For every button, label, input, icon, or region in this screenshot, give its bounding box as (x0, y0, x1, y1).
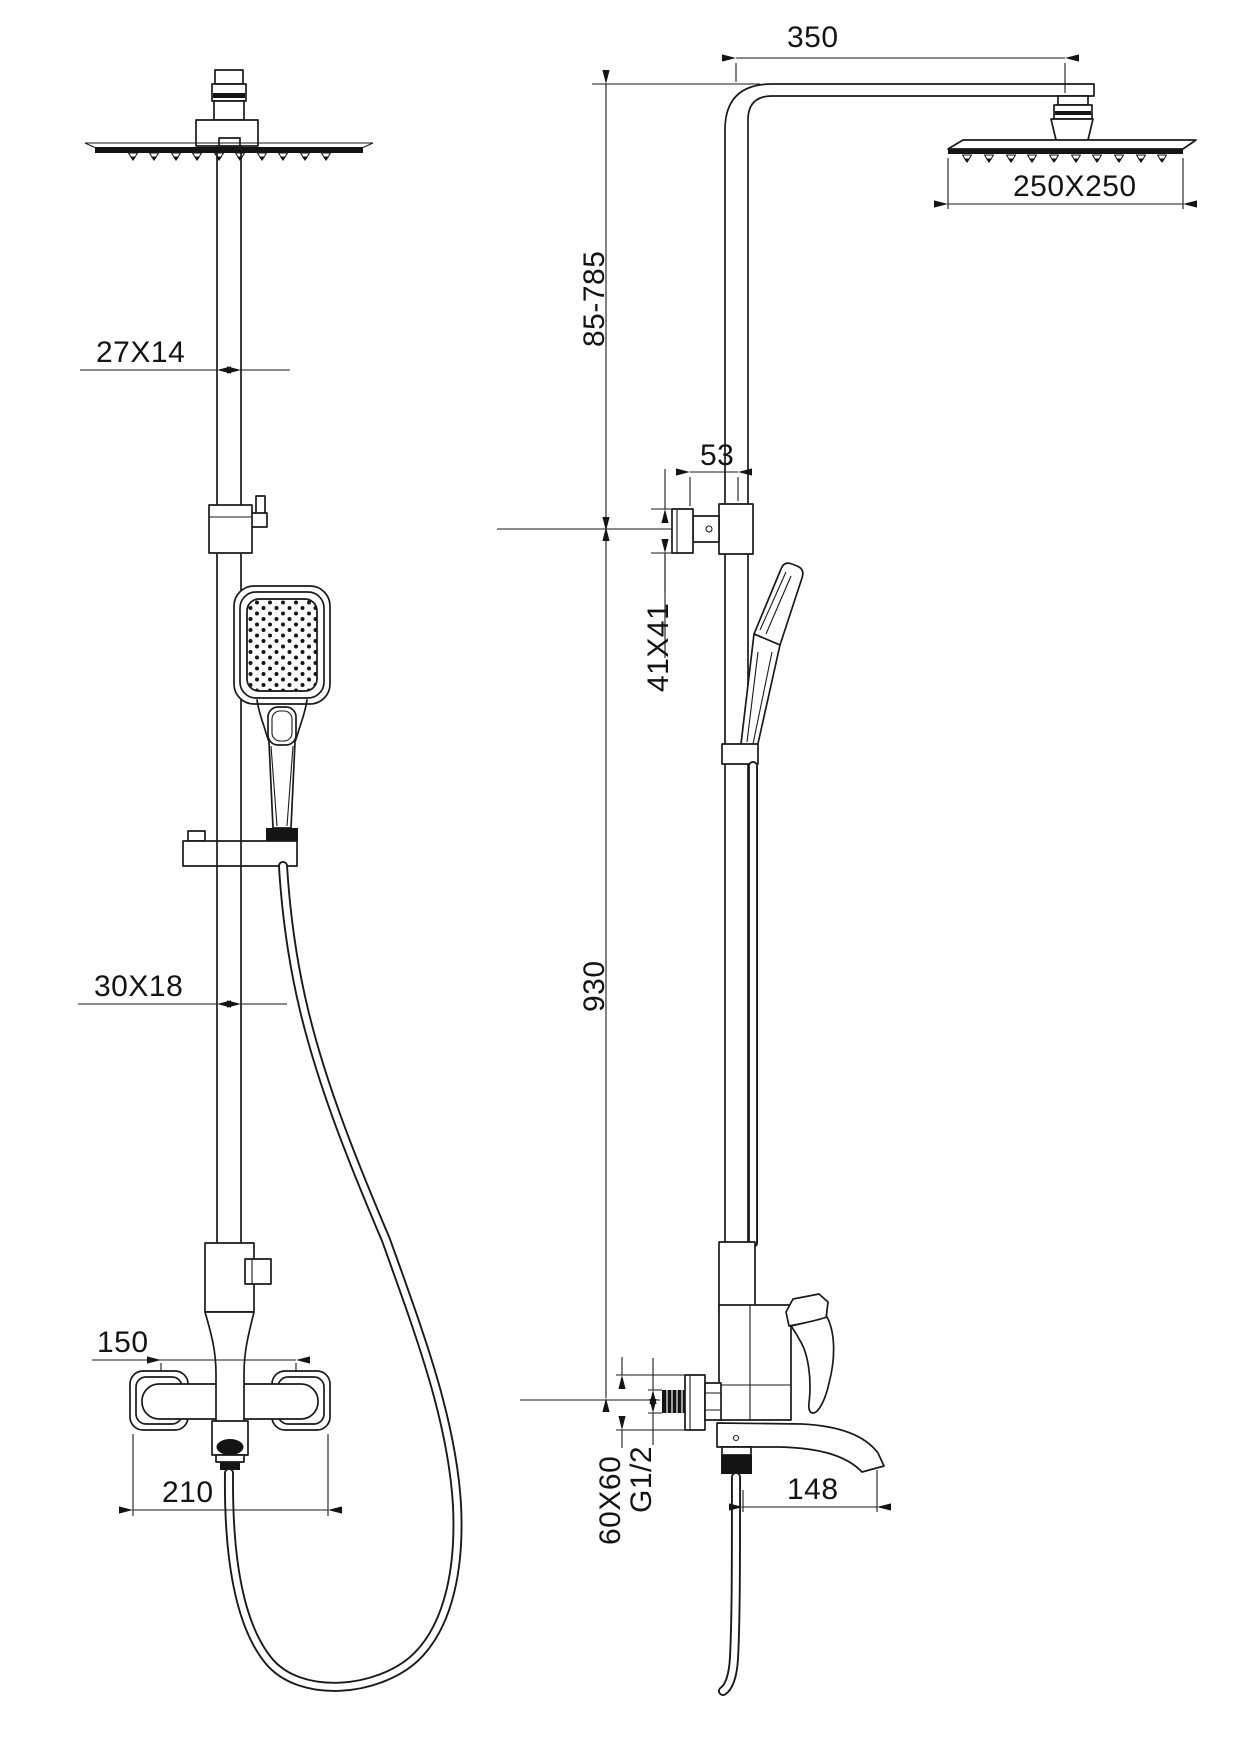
dim-label-bracket-plate: 41X41 (642, 602, 675, 692)
mixer-front (130, 1312, 330, 1470)
dim-label-head-size: 250X250 (1013, 170, 1137, 203)
escutcheon-plate-side (685, 1375, 705, 1430)
shower-holder-side (722, 744, 758, 764)
dim-bracket-plate (642, 469, 675, 692)
dim-head-size (948, 158, 1183, 209)
dim-head-profile (80, 336, 290, 370)
shower-arm-and-riser-side (725, 84, 1094, 1244)
dim-label-spout-reach: 148 (787, 1473, 839, 1506)
side-view (497, 21, 1196, 1691)
hand-shower-side (741, 563, 803, 748)
dim-thread (625, 1358, 662, 1513)
dim-label-arm-reach: 350 (787, 21, 839, 54)
column-base-front (205, 1243, 271, 1312)
dim-label-head-profile: 27X14 (96, 336, 186, 369)
hand-shower-front (234, 586, 330, 841)
shower-hose-side-lower (723, 1477, 736, 1691)
dim-label-inlet-spacing: 150 (97, 1326, 149, 1359)
dim-label-escutcheon: 60X60 (594, 1455, 627, 1545)
dim-label-body-width: 210 (162, 1476, 214, 1509)
mixer-side (662, 1242, 884, 1474)
mixer-handle-lever (791, 1317, 834, 1413)
spray-nozzles-front (129, 153, 331, 161)
spray-nozzles-side (963, 155, 1167, 163)
dim-height-adjust (497, 84, 672, 529)
dim-spout-reach (743, 1470, 877, 1512)
dim-label-thread: G1/2 (625, 1445, 658, 1513)
dim-arm-reach (592, 21, 1065, 93)
rain-head-side (948, 140, 1196, 163)
dim-label-column-profile: 30X18 (94, 970, 184, 1003)
dim-label-bracket-depth: 53 (700, 439, 735, 472)
mixer-body-side (719, 1305, 791, 1420)
dim-bracket-depth (690, 439, 738, 506)
dim-column-profile (78, 970, 287, 1004)
ball-joint-side (1051, 96, 1093, 144)
dim-label-height-adjust: 85-785 (578, 250, 611, 347)
dim-inlet-spacing (92, 1326, 296, 1372)
spray-face-front (247, 599, 317, 691)
hose-fitting-side (721, 1455, 752, 1474)
front-view (78, 70, 458, 1687)
wall-bracket-side (672, 504, 753, 554)
slide-clamp-front (209, 496, 267, 553)
dim-column-height (520, 531, 660, 1400)
ball-joint-front (196, 70, 258, 146)
dim-label-column-height: 930 (578, 960, 611, 1012)
